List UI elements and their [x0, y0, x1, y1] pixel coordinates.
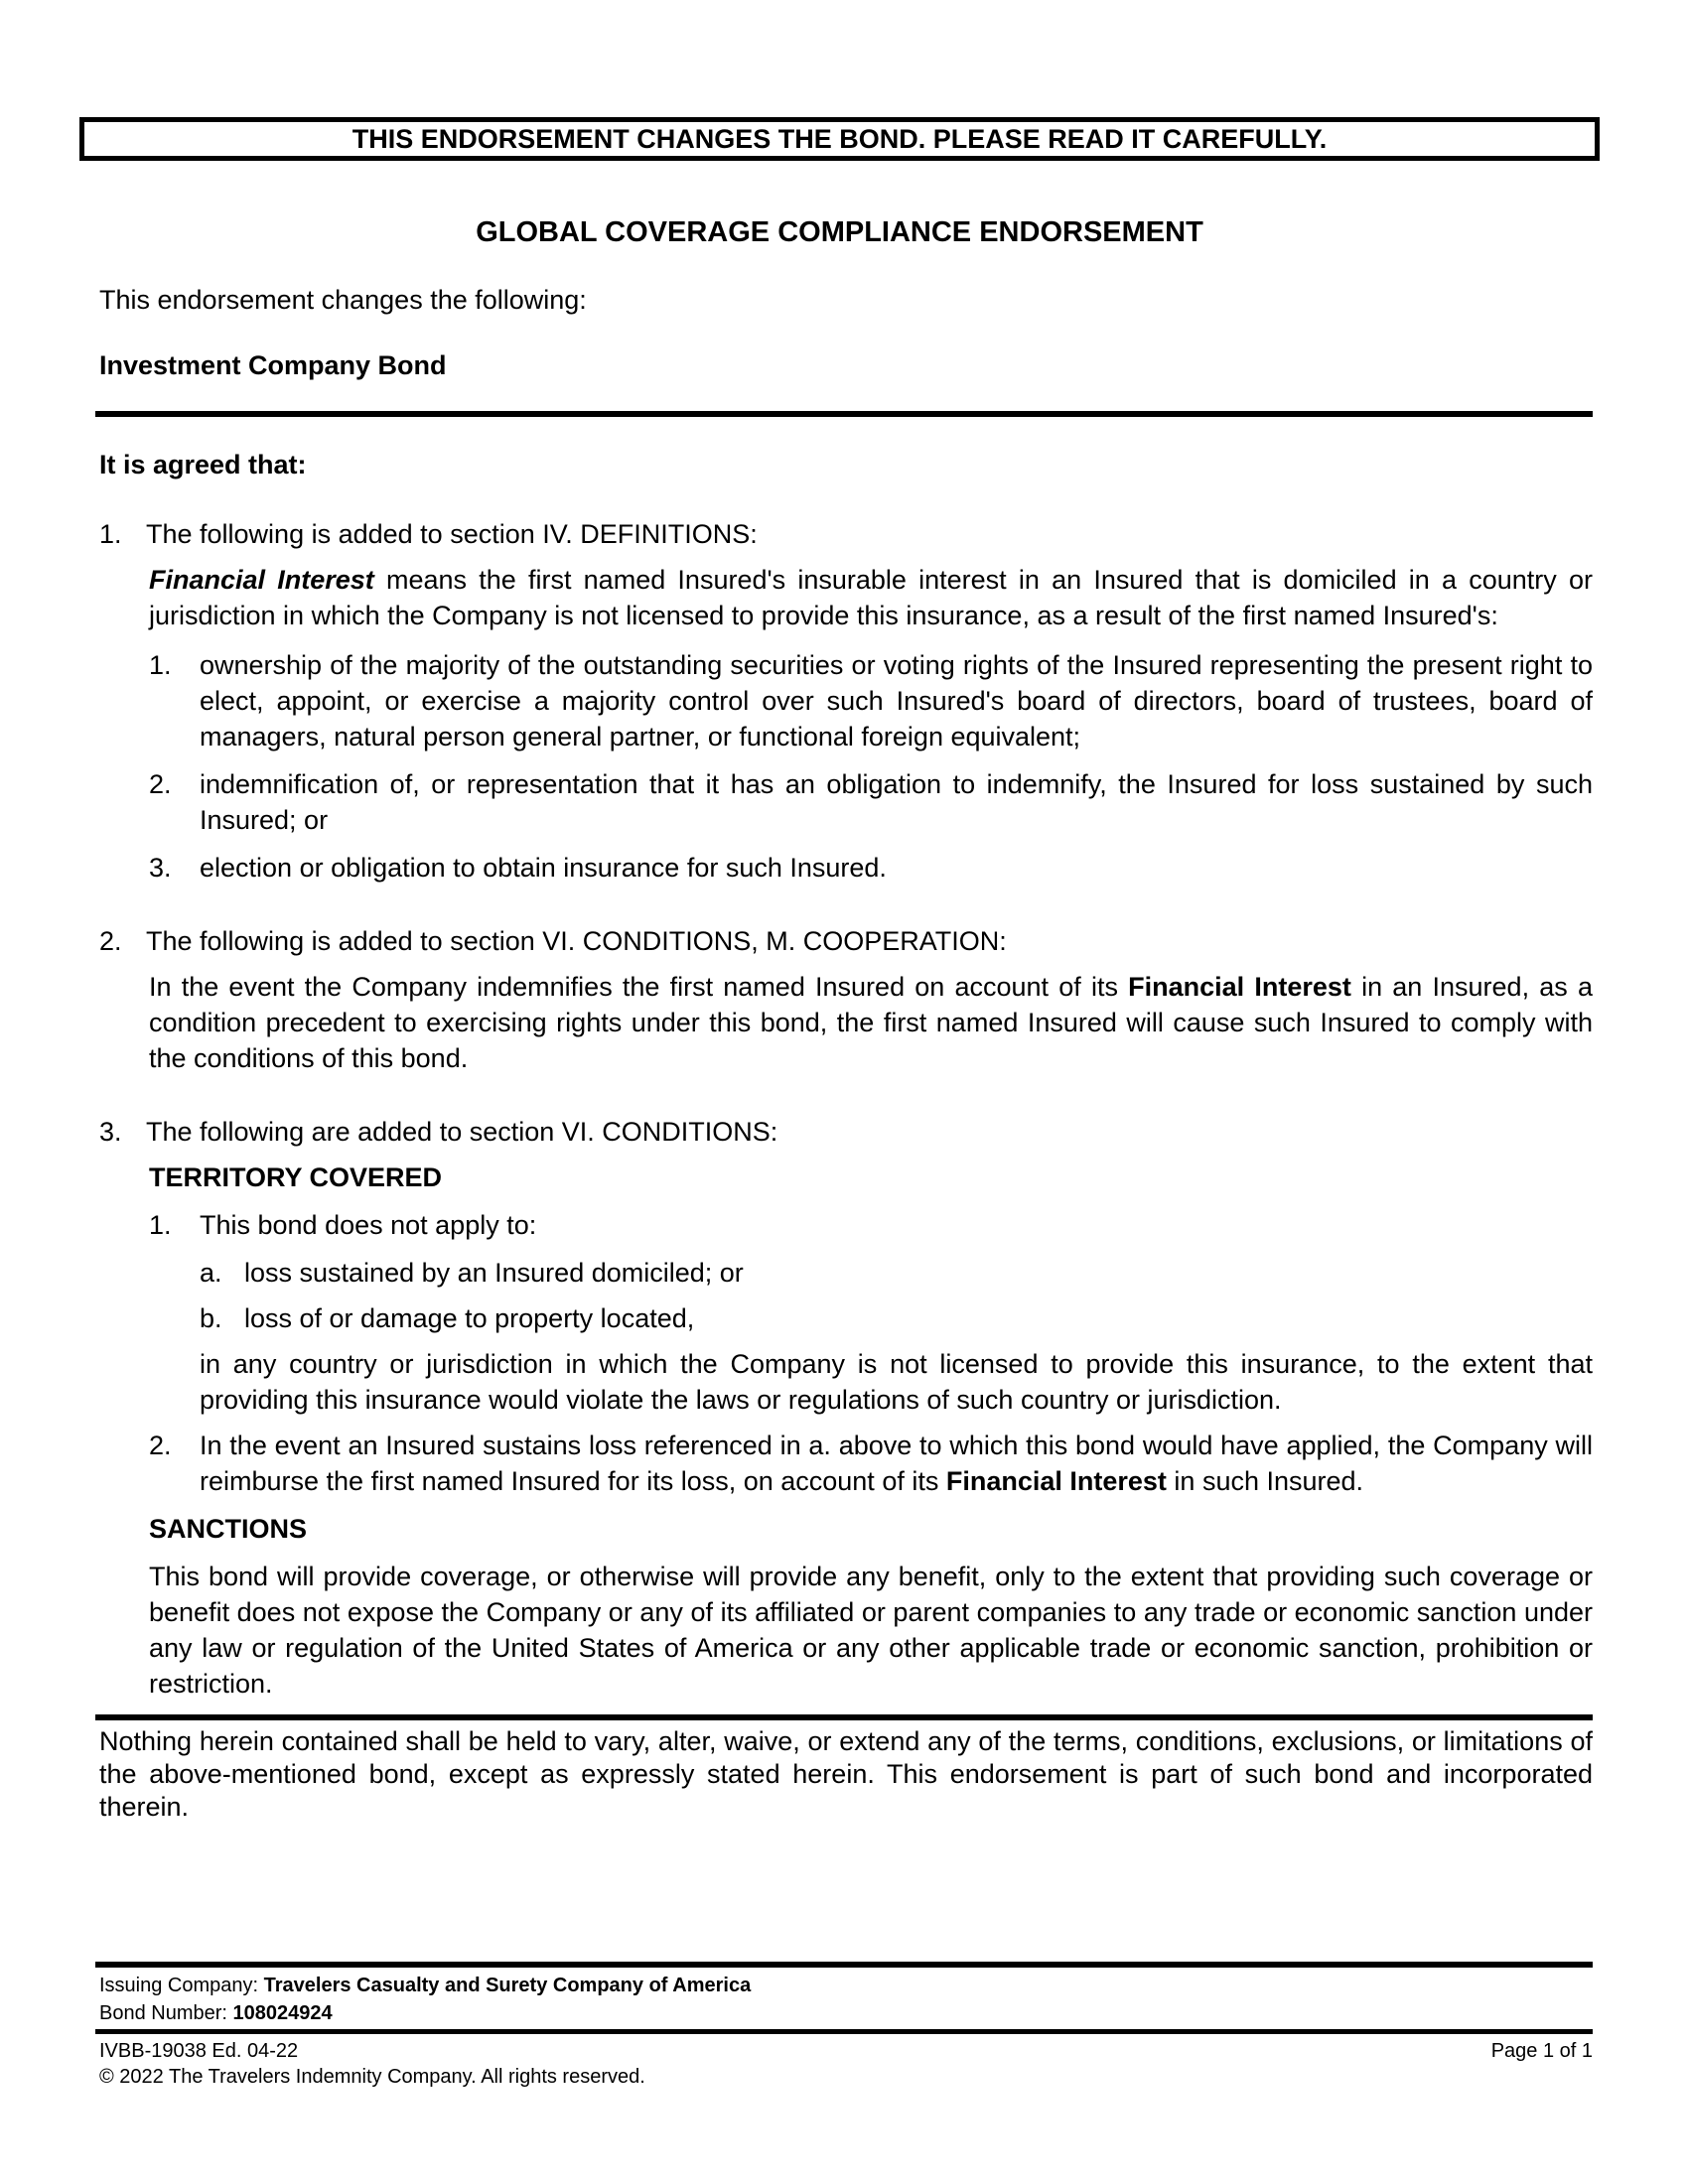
defined-term: Financial Interest [149, 565, 374, 595]
bond-number-value: 108024924 [232, 2002, 333, 2024]
divider-bottom [95, 1714, 1593, 1720]
sanctions-text: This bond will provide coverage, or otherwise will provide any benefit, only to the extent that providing such coverage or benefit does not expose the Company or any of its affiliated or parent companies to any trade or economic sanction under any law or regulation of the United States of America or any other applicable trade or economic sanction, prohibition or restriction. [149, 1562, 1593, 1699]
sub-item-text: loss of or damage to property located, [244, 1303, 695, 1333]
territory-item-number: 1. [149, 1210, 172, 1240]
sanctions-heading: SANCTIONS [149, 1514, 308, 1544]
changes-intro: This endorsement changes the following: [99, 285, 587, 315]
issuing-company [99, 1972, 751, 1999]
footer-divider-bottom [95, 2029, 1593, 2034]
reimbursement-text-before: In the event an Insured sustains loss referenced in a. above to which this bond would have applied, the Company will reimburse the first named Insured for its loss, on account of its [200, 1431, 1593, 1496]
def-item-number: 3. [149, 853, 172, 883]
page-number: Page 1 of 1 [1490, 2040, 1593, 2062]
endorsement-banner [79, 117, 1600, 161]
def-item-text: election or obligation to obtain insurance for such Insured. [200, 853, 887, 883]
form-number: IVBB-19038 Ed. 04-22 [99, 2040, 299, 2062]
sub-item-text: loss sustained by an Insured domiciled; or [244, 1258, 744, 1288]
bond-number-label: Bond Number: [99, 2002, 227, 2024]
section2-heading: The following is added to section VI. CONDITIONS, M. COOPERATION: [146, 926, 1007, 956]
issuing-label: Issuing Company: [99, 1975, 259, 1996]
territory-text: in any country or jurisdiction in which the Company is not licensed to provide this insurance, to the extent that providing this insurance would violate the laws or regulations of such country or jurisdiction. [200, 1349, 1593, 1415]
issuing-company-name: Travelers Casualty and Surety Company of America [263, 1975, 752, 1996]
page-title: GLOBAL COVERAGE COMPLIANCE ENDORSEMENT [476, 216, 1203, 248]
territory-heading: TERRITORY COVERED [149, 1162, 443, 1192]
bond-type: Investment Company Bond [99, 350, 447, 380]
closing-text: Nothing herein contained shall be held to vary, alter, waive, or extend any of the terms, conditions, exclusions, or limitations of the above-mentioned bond, except as expressly stated herein. This endorsement is part of such bond and incorporated therein. [99, 1726, 1593, 1822]
footer-divider-top [95, 1962, 1593, 1968]
def-item-text: ownership of the majority of the outstanding securities or voting rights of the Insured representing the present right to elect, appoint, or exercise a majority control over such Insured's board of directors, board of trustees, board of managers, natural person general partner, or functional foreign equivalent; [200, 650, 1593, 751]
def-item-text: indemnification of, or representation that it has an obligation to indemnify, the Insured for loss sustained by such Insured; or [200, 769, 1593, 835]
financial-interest-definition [149, 562, 1593, 633]
financial-interest-term: Financial Interest [945, 1466, 1167, 1496]
section1-number: 1. [99, 519, 122, 549]
sub-item-letter: b. [200, 1303, 222, 1333]
cooperation-text-after: in an Insured, as a condition precedent to exercising rights under this bond, the first named Insured will cause such Insured to comply with the conditions of this bond. [149, 972, 1593, 1073]
bond-number [99, 1999, 333, 2027]
reimbursement-text [200, 1428, 1593, 1499]
cooperation-text-before: In the event the Company indemnifies the first named Insured on account of its [149, 972, 1129, 1002]
section3-number: 3. [99, 1117, 122, 1147]
sub-item-letter: a. [200, 1258, 222, 1288]
section1-heading: The following is added to section IV. DEFINITIONS: [146, 519, 758, 549]
financial-interest-term: Financial Interest [1128, 972, 1351, 1002]
definition-text: means the first named Insured's insurable interest in an Insured that is domiciled in a country or jurisdiction in which the Company is not licensed to provide this insurance, as a result of the first named Insured's: [149, 565, 1593, 630]
agreed-heading: It is agreed that: [99, 450, 307, 479]
def-item-number: 2. [149, 769, 172, 799]
cooperation-text [149, 969, 1593, 1076]
territory-item-text: This bond does not apply to: [200, 1210, 537, 1240]
territory-item-number: 2. [149, 1431, 172, 1460]
section3-heading: The following are added to section VI. CONDITIONS: [146, 1117, 778, 1147]
reimbursement-text-after: in such Insured. [1166, 1466, 1364, 1496]
def-item-number: 1. [149, 650, 172, 680]
copyright: © 2022 The Travelers Indemnity Company. All rights reserved. [99, 2066, 645, 2088]
divider-top [95, 411, 1593, 417]
section2-number: 2. [99, 926, 122, 956]
banner-text: THIS ENDORSEMENT CHANGES THE BOND. PLEASE READ IT CAREFULLY. [352, 124, 1328, 154]
